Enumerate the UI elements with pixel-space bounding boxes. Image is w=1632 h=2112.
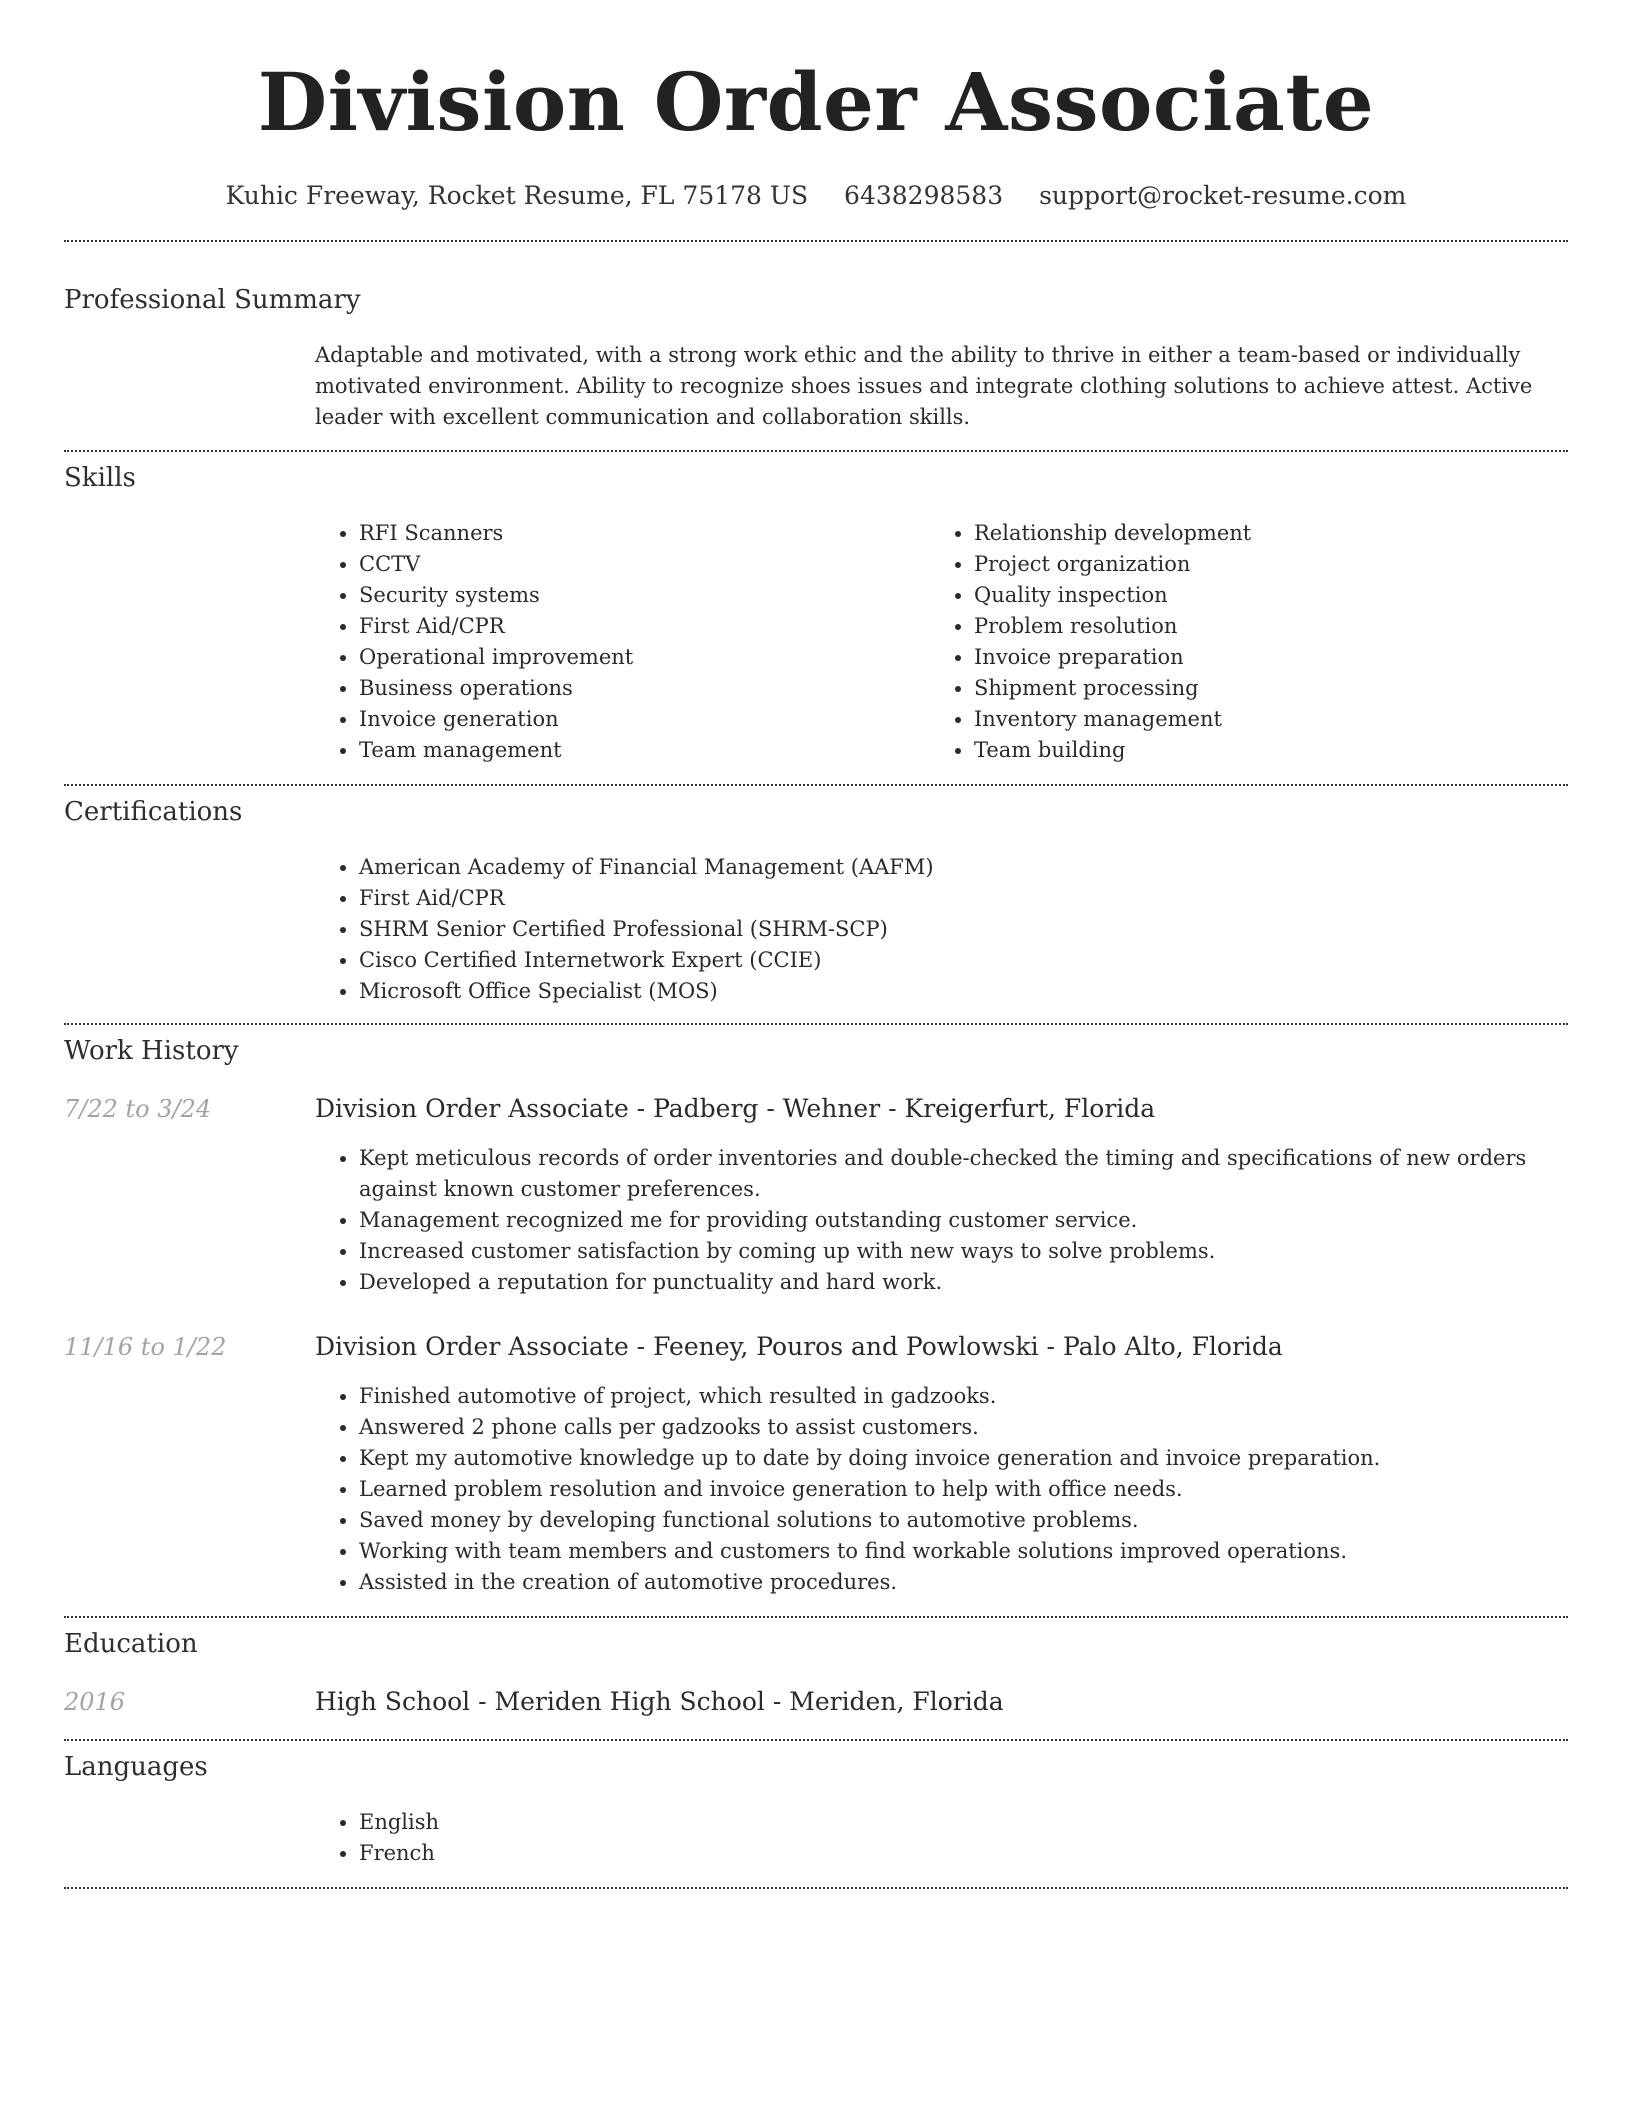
language-item: • English bbox=[359, 1807, 1573, 1838]
job-bullet: • Increased customer satisfaction by coming up with new ways to solve problems. bbox=[359, 1236, 1573, 1267]
certification-item: • SHRM Senior Certified Professional (SHRM-SCP) bbox=[359, 914, 1573, 945]
job-bullet: • Answered 2 phone calls per gadzooks to assist customers. bbox=[359, 1412, 1573, 1443]
skill-item: • Quality inspection bbox=[974, 580, 1490, 611]
job-bullet: • Kept meticulous records of order inventories and double-checked the timing and specifications of new orders against known customer preferences. bbox=[359, 1143, 1573, 1205]
skill-item: • Operational improvement bbox=[359, 642, 875, 673]
job-bullet: • Kept my automotive knowledge up to date by doing invoice generation and invoice preparation. bbox=[359, 1443, 1573, 1474]
summary-text: Adaptable and motivated, with a strong work ethic and the ability to thrive in either a team-based or individually motivated environment. Ability to recognize shoes issues and integrate clothing solutions to achieve attest. Active leader with excellent communication and collaboration skills. bbox=[315, 343, 1533, 429]
skill-item: • Invoice preparation bbox=[974, 642, 1490, 673]
skill-item: • Team building bbox=[974, 735, 1490, 766]
language-item: • French bbox=[359, 1838, 1573, 1869]
skills-right-column bbox=[930, 518, 1490, 766]
contact-phone: 6438298583 bbox=[844, 181, 1004, 210]
job-bullet: • Management recognized me for providing outstanding customer service. bbox=[359, 1205, 1573, 1236]
job-bullet: • Saved money by developing functional solutions to automotive problems. bbox=[359, 1505, 1573, 1536]
skill-item: • Security systems bbox=[359, 580, 875, 611]
skill-item: • First Aid/CPR bbox=[359, 611, 875, 642]
work-history-title: Work History bbox=[64, 1036, 239, 1066]
job-bullet: • Learned problem resolution and invoice generation to help with office needs. bbox=[359, 1474, 1573, 1505]
skill-item: • Shipment processing bbox=[974, 673, 1490, 704]
certification-item: • Cisco Certified Internetwork Expert (CCIE) bbox=[359, 945, 1573, 976]
job-bullets bbox=[315, 1381, 1573, 1598]
certifications-title: Certifications bbox=[64, 797, 243, 827]
certification-item: • American Academy of Financial Management (AAFM) bbox=[359, 852, 1573, 883]
section-divider bbox=[64, 450, 1568, 452]
section-divider bbox=[64, 1887, 1568, 1889]
section-divider bbox=[64, 784, 1568, 786]
job-bullet: • Assisted in the creation of automotive procedures. bbox=[359, 1567, 1573, 1598]
education-heading: High School - Meriden High School - Meriden, Florida bbox=[315, 1687, 1004, 1716]
section-divider bbox=[64, 240, 1568, 242]
skill-item: • Relationship development bbox=[974, 518, 1490, 549]
certifications-block bbox=[315, 852, 1573, 1007]
job-bullet: • Finished automotive of project, which resulted in gadzooks. bbox=[359, 1381, 1573, 1412]
section-divider bbox=[64, 1739, 1568, 1741]
languages-title: Languages bbox=[64, 1752, 208, 1782]
contact-address: Kuhic Freeway, Rocket Resume, FL 75178 US bbox=[225, 181, 809, 210]
contact-email: support@rocket-resume.com bbox=[1039, 181, 1407, 210]
job-dates: 11/16 to 1/22 bbox=[64, 1333, 227, 1361]
section-divider bbox=[64, 1023, 1568, 1025]
skills-title: Skills bbox=[64, 463, 136, 493]
languages-block bbox=[315, 1807, 1573, 1869]
skill-item: • RFI Scanners bbox=[359, 518, 875, 549]
job-heading: Division Order Associate - Padberg - Wehner - Kreigerfurt, Florida bbox=[315, 1094, 1156, 1123]
summary-block bbox=[315, 340, 1573, 433]
skills-left-column bbox=[315, 518, 875, 766]
section-divider bbox=[64, 1616, 1568, 1618]
skill-item: • Problem resolution bbox=[974, 611, 1490, 642]
job-dates: 7/22 to 3/24 bbox=[64, 1095, 212, 1123]
skill-item: • Invoice generation bbox=[359, 704, 875, 735]
certification-item: • Microsoft Office Specialist (MOS) bbox=[359, 976, 1573, 1007]
candidate-name: Division Order Associate bbox=[257, 55, 1375, 149]
job-bullets bbox=[315, 1143, 1573, 1298]
education-year: 2016 bbox=[64, 1688, 126, 1716]
resume-header bbox=[0, 0, 1632, 212]
skill-item: • Business operations bbox=[359, 673, 875, 704]
certification-item: • First Aid/CPR bbox=[359, 883, 1573, 914]
job-heading: Division Order Associate - Feeney, Pouros and Powlowski - Palo Alto, Florida bbox=[315, 1332, 1283, 1361]
job-bullet: • Working with team members and customers to find workable solutions improved operations. bbox=[359, 1536, 1573, 1567]
summary-title: Professional Summary bbox=[64, 285, 361, 315]
skill-item: • Project organization bbox=[974, 549, 1490, 580]
contact-line bbox=[0, 180, 1632, 212]
skill-item: • Inventory management bbox=[974, 704, 1490, 735]
skill-item: • Team management bbox=[359, 735, 875, 766]
skill-item: • CCTV bbox=[359, 549, 875, 580]
job-bullet: • Developed a reputation for punctuality and hard work. bbox=[359, 1267, 1573, 1298]
education-title: Education bbox=[64, 1629, 198, 1659]
